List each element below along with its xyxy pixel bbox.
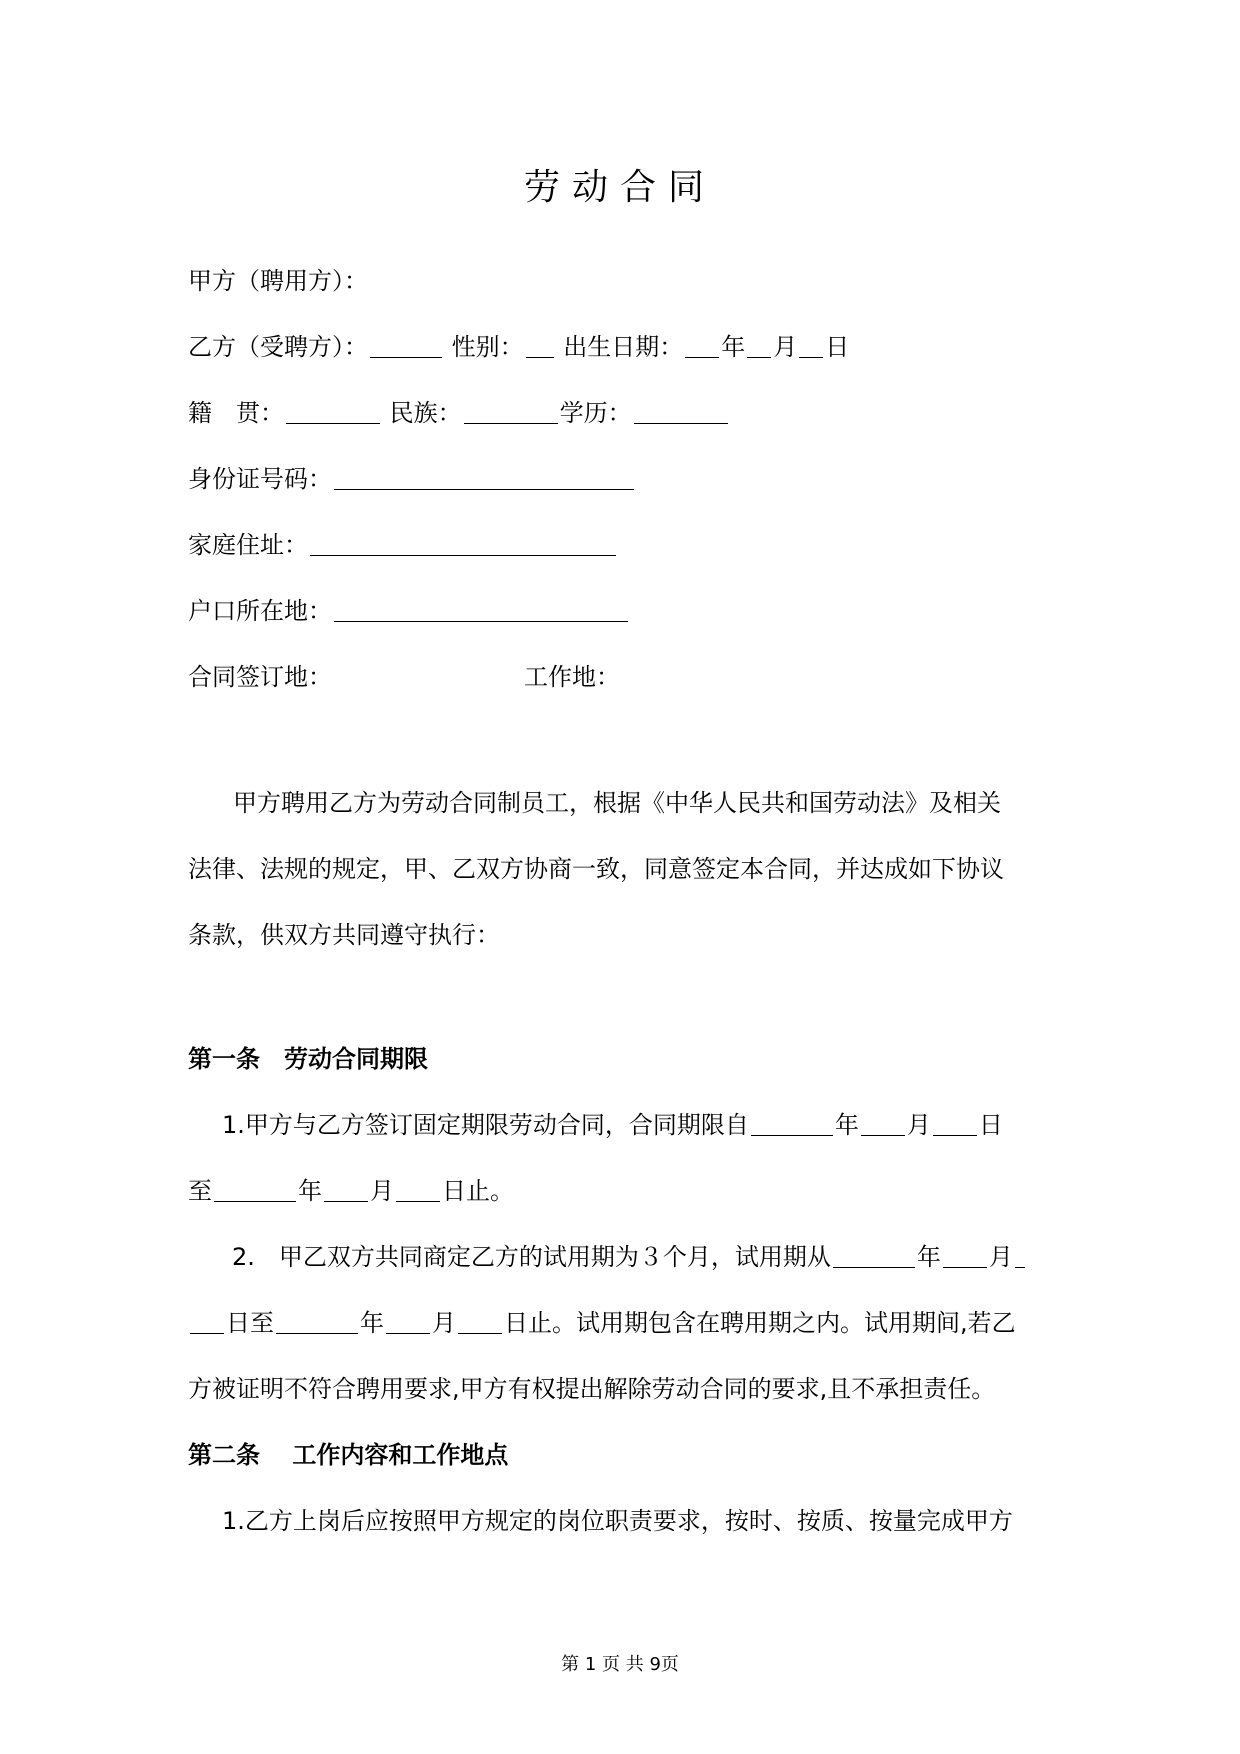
article-2-heading: 第二条 工作内容和工作地点 xyxy=(188,1441,509,1469)
term-start-year-blank[interactable] xyxy=(751,1111,833,1136)
party-a-line xyxy=(188,263,368,299)
article-2-item-1-line-1: 1.乙方上岗后应按照甲方规定的岗位职责要求，按时、按质、按量完成甲方 xyxy=(222,1507,1013,1535)
party-b-label: 乙方（受聘方）： xyxy=(188,333,368,361)
footer-middle: 页 共 xyxy=(602,1654,644,1675)
work-place-label: 工作地： xyxy=(524,663,620,691)
ethnicity-blank[interactable] xyxy=(464,399,558,424)
probation-start-month-blank[interactable] xyxy=(943,1243,987,1268)
probation-start-day-blank-part-1[interactable] xyxy=(1015,1243,1025,1268)
party-b-blank[interactable] xyxy=(370,333,442,358)
education-label: 学历： xyxy=(559,399,632,427)
year-label: 年 xyxy=(834,1111,859,1139)
work-place-line xyxy=(524,659,620,695)
education-blank[interactable] xyxy=(634,399,728,424)
gender-label: 性别： xyxy=(451,333,524,361)
id-number-blank[interactable] xyxy=(334,465,634,490)
birth-year-blank[interactable] xyxy=(685,333,719,358)
preamble-line-1: 甲方聘用乙方为劳动合同制员工，根据《中华人民共和国劳动法》及相关 xyxy=(233,789,1001,817)
hukou-label: 户口所在地： xyxy=(188,597,332,625)
home-address-label: 家庭住址： xyxy=(188,531,308,559)
ethnicity-label: 民族： xyxy=(389,399,462,427)
month-label: 月 xyxy=(370,1177,394,1205)
month-label: 月 xyxy=(432,1309,456,1337)
term-start-month-blank[interactable] xyxy=(861,1111,905,1136)
term-start-day-blank[interactable] xyxy=(933,1111,977,1136)
article-1-item-2-line-1 xyxy=(232,1239,1027,1275)
footer-total-pages: 9 xyxy=(649,1654,661,1675)
footer-suffix: 页 xyxy=(660,1654,679,1675)
end-label: 日止。 xyxy=(442,1177,514,1205)
day-label: 日 xyxy=(825,333,850,361)
party-b-line xyxy=(188,329,849,365)
probation-start-year-blank[interactable] xyxy=(833,1243,915,1268)
document-title: 劳动合同 xyxy=(523,167,716,208)
article-1-heading: 第一条 劳动合同期限 xyxy=(188,1045,428,1073)
year-label: 年 xyxy=(916,1243,941,1271)
probation-end-day-blank[interactable] xyxy=(458,1309,502,1334)
term-end-month-blank[interactable] xyxy=(324,1177,368,1202)
to-label: 至 xyxy=(188,1177,212,1205)
term-end-year-blank[interactable] xyxy=(214,1177,296,1202)
footer-page-number: 1 xyxy=(584,1654,597,1675)
month-label: 月 xyxy=(906,1111,931,1139)
year-label: 年 xyxy=(298,1177,322,1205)
birth-month-blank[interactable] xyxy=(747,333,771,358)
birth-date-label: 出生日期： xyxy=(563,333,684,361)
probation-start-day-blank-part-2[interactable] xyxy=(190,1309,224,1334)
year-label: 年 xyxy=(360,1309,384,1337)
hukou-line xyxy=(188,593,630,629)
native-place-blank[interactable] xyxy=(286,399,380,424)
article-1-item-2-text: 2. 甲乙双方共同商定乙方的试用期为３个月，试用期从 xyxy=(232,1243,831,1271)
article-1-item-1-line-2 xyxy=(188,1173,514,1209)
hukou-blank[interactable] xyxy=(334,597,628,622)
id-number-label: 身份证号码： xyxy=(188,465,332,493)
native-place-line xyxy=(188,395,730,431)
signing-place-label: 合同签订地： xyxy=(188,663,332,691)
preamble-line-3: 条款，供双方共同遵守执行： xyxy=(188,921,500,949)
probation-end-month-blank[interactable] xyxy=(386,1309,430,1334)
signing-place-line xyxy=(188,659,332,695)
article-1-item-2-line-3: 方被证明不符合聘用要求,甲方有权提出解除劳动合同的要求,且不承担责任。 xyxy=(188,1375,996,1403)
month-label: 月 xyxy=(773,333,798,361)
page-footer xyxy=(0,1653,1240,1677)
birth-day-blank[interactable] xyxy=(799,333,823,358)
home-address-blank[interactable] xyxy=(310,531,616,556)
home-address-line xyxy=(188,527,618,563)
article-1-item-1-text: 1.甲方与乙方签订固定期限劳动合同，合同期限自 xyxy=(222,1111,749,1139)
preamble-line-2: 法律、法规的规定，甲、乙双方协商一致，同意签定本合同，并达成如下协议 xyxy=(188,855,1004,883)
probation-note-text: 日止。试用期包含在聘用期之内。试用期间,若乙 xyxy=(504,1309,1016,1337)
party-a-label: 甲方（聘用方）： xyxy=(188,267,368,295)
term-end-day-blank[interactable] xyxy=(396,1177,440,1202)
year-label: 年 xyxy=(721,333,746,361)
footer-prefix: 第 xyxy=(561,1654,580,1675)
native-place-label: 籍 贯： xyxy=(188,399,284,427)
month-label: 月 xyxy=(988,1243,1013,1271)
article-1-item-2-line-2 xyxy=(188,1305,1016,1341)
probation-end-year-blank[interactable] xyxy=(276,1309,358,1334)
gender-blank[interactable] xyxy=(526,333,554,358)
article-1-item-1-line-1 xyxy=(222,1107,1003,1143)
day-to-label: 日至 xyxy=(226,1309,274,1337)
day-label: 日 xyxy=(978,1111,1003,1139)
id-number-line xyxy=(188,461,636,497)
